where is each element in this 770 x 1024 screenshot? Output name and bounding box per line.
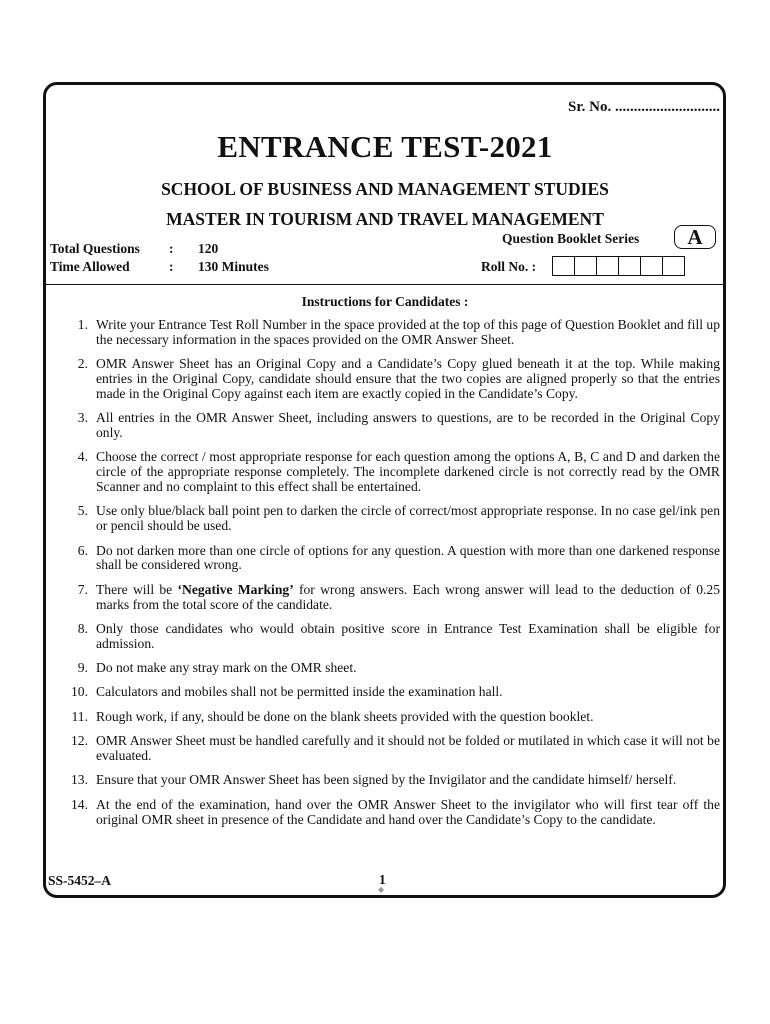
- roll-number-box[interactable]: [618, 256, 641, 276]
- instruction-text: Choose the correct / most appropriate response for each question among the options A, B, C and D and darken the circle of the appropriate response completely. The incomplete darkened circle is not correctly read by the OMR Scanner and no complaint to this effect shall be entertained.: [96, 449, 720, 494]
- instruction-item: [64, 773, 720, 788]
- instruction-text: Rough work, if any, should be done on the blank sheets provided with the question booklet.: [96, 708, 594, 724]
- instruction-text: OMR Answer Sheet must be handled carefully and it should not be folded or mutilated in which case it will not be evaluated.: [96, 733, 720, 764]
- instructions-heading: Instructions for Candidates :: [301, 294, 469, 309]
- negative-marking-emphasis: ‘Negative Marking’: [177, 581, 294, 597]
- instruction-item: [64, 622, 720, 652]
- instruction-number: 2.: [77, 356, 88, 372]
- instruction-number: 13.: [71, 772, 88, 788]
- instruction-number: 6.: [77, 542, 88, 558]
- instruction-number: 12.: [71, 733, 88, 749]
- time-allowed-separator: :: [169, 259, 174, 274]
- booklet-series-badge: A: [674, 225, 716, 249]
- school-name: SCHOOL OF BUSINESS AND MANAGEMENT STUDIES: [161, 179, 609, 199]
- instruction-text: Calculators and mobiles shall not be permitted inside the examination hall.: [96, 684, 503, 700]
- program-name: MASTER IN TOURISM AND TRAVEL MANAGEMENT: [166, 209, 604, 229]
- roll-number-label: Roll No. :: [481, 259, 537, 274]
- instruction-text: Write your Entrance Test Roll Number in the space provided at the top of this page of Question Booklet and fill up the necessary information in the spaces provided on the OMR Answer Sheet.: [96, 317, 720, 347]
- page-title: ENTRANCE TEST-2021: [217, 129, 553, 164]
- serial-number: Sr. No. ............................: [568, 99, 720, 115]
- page-number: 1: [379, 872, 386, 887]
- instruction-item: [64, 318, 720, 348]
- roll-number-box[interactable]: [574, 256, 597, 276]
- instruction-item: [64, 661, 720, 676]
- instruction-item: [64, 504, 720, 534]
- total-questions-label: Total Questions: [50, 241, 140, 256]
- instruction-number: 9.: [77, 660, 88, 676]
- instruction-number: 8.: [77, 620, 88, 636]
- instruction-text: OMR Answer Sheet has an Original Copy and a Candidate’s Copy glued beneath it at the top. While making entries in the Original Copy, candidate should ensure that the two copies are aligned properly so that the entries made in the Original Copy against each item are exactly copied in the Candidate’s Copy.: [96, 356, 720, 401]
- instruction-text: All entries in the OMR Answer Sheet, including answers to questions, are to be recorded in the Original Copy only.: [96, 410, 720, 440]
- instruction-text: Do not make any stray mark on the OMR sheet.: [96, 660, 357, 676]
- instruction-number: 5.: [77, 503, 88, 519]
- registration-mark-icon: ◆: [378, 885, 385, 894]
- instruction-number: 4.: [77, 449, 88, 465]
- instruction-item: [64, 450, 720, 494]
- instruction-text: At the end of the examination, hand over the OMR Answer Sheet to the invigilator who will first tear off the original OMR sheet in presence of the Candidate and hand over the Candidate’s Copy to the candidate.: [96, 796, 720, 827]
- instructions-list: [64, 318, 720, 837]
- instruction-item: [64, 734, 720, 764]
- time-allowed-value: 130 Minutes: [198, 259, 269, 274]
- instruction-item: [64, 798, 720, 828]
- time-allowed-label: Time Allowed: [50, 259, 130, 274]
- instruction-text-after: for wrong answers. Each wrong answer will lead to the deduction of 0.25 marks from the total score of the candidate.: [96, 581, 720, 612]
- instruction-number: 14.: [71, 796, 88, 812]
- roll-number-box[interactable]: [552, 256, 575, 276]
- roll-number-box[interactable]: [596, 256, 619, 276]
- instruction-text: Do not darken more than one circle of options for any question. A question with more than one darkened response shall be considered wrong.: [96, 542, 720, 573]
- instruction-number: 7.: [77, 581, 88, 597]
- instruction-item: [64, 710, 720, 725]
- instruction-item: [64, 685, 720, 700]
- total-questions-value: 120: [198, 241, 219, 256]
- roll-number-box[interactable]: [662, 256, 685, 276]
- instruction-text: Ensure that your OMR Answer Sheet has been signed by the Invigilator and the candidate himself/ herself.: [96, 772, 677, 788]
- instruction-text: Only those candidates who would obtain positive score in Entrance Test Examination shall be eligible for admission.: [96, 620, 720, 651]
- instruction-number: 10.: [71, 684, 88, 700]
- instruction-item: [64, 411, 720, 441]
- instruction-number: 1.: [77, 317, 88, 332]
- header-divider: [46, 284, 723, 285]
- instruction-number: 11.: [71, 708, 88, 724]
- roll-number-box[interactable]: [640, 256, 663, 276]
- roll-number-boxes[interactable]: [553, 256, 685, 276]
- instruction-text-before: There will be: [96, 581, 178, 597]
- instruction-text: Use only blue/black ball point pen to darken the circle of correct/most appropriate response. In no case gel/ink pen or pencil should be used.: [96, 503, 720, 534]
- instruction-item: [64, 544, 720, 574]
- total-questions-separator: :: [169, 241, 174, 256]
- instruction-item: [64, 583, 720, 613]
- instruction-number: 3.: [77, 410, 88, 426]
- instruction-item: [64, 357, 720, 401]
- booklet-series-label: Question Booklet Series: [502, 231, 640, 246]
- booklet-code: SS-5452–A: [48, 873, 112, 888]
